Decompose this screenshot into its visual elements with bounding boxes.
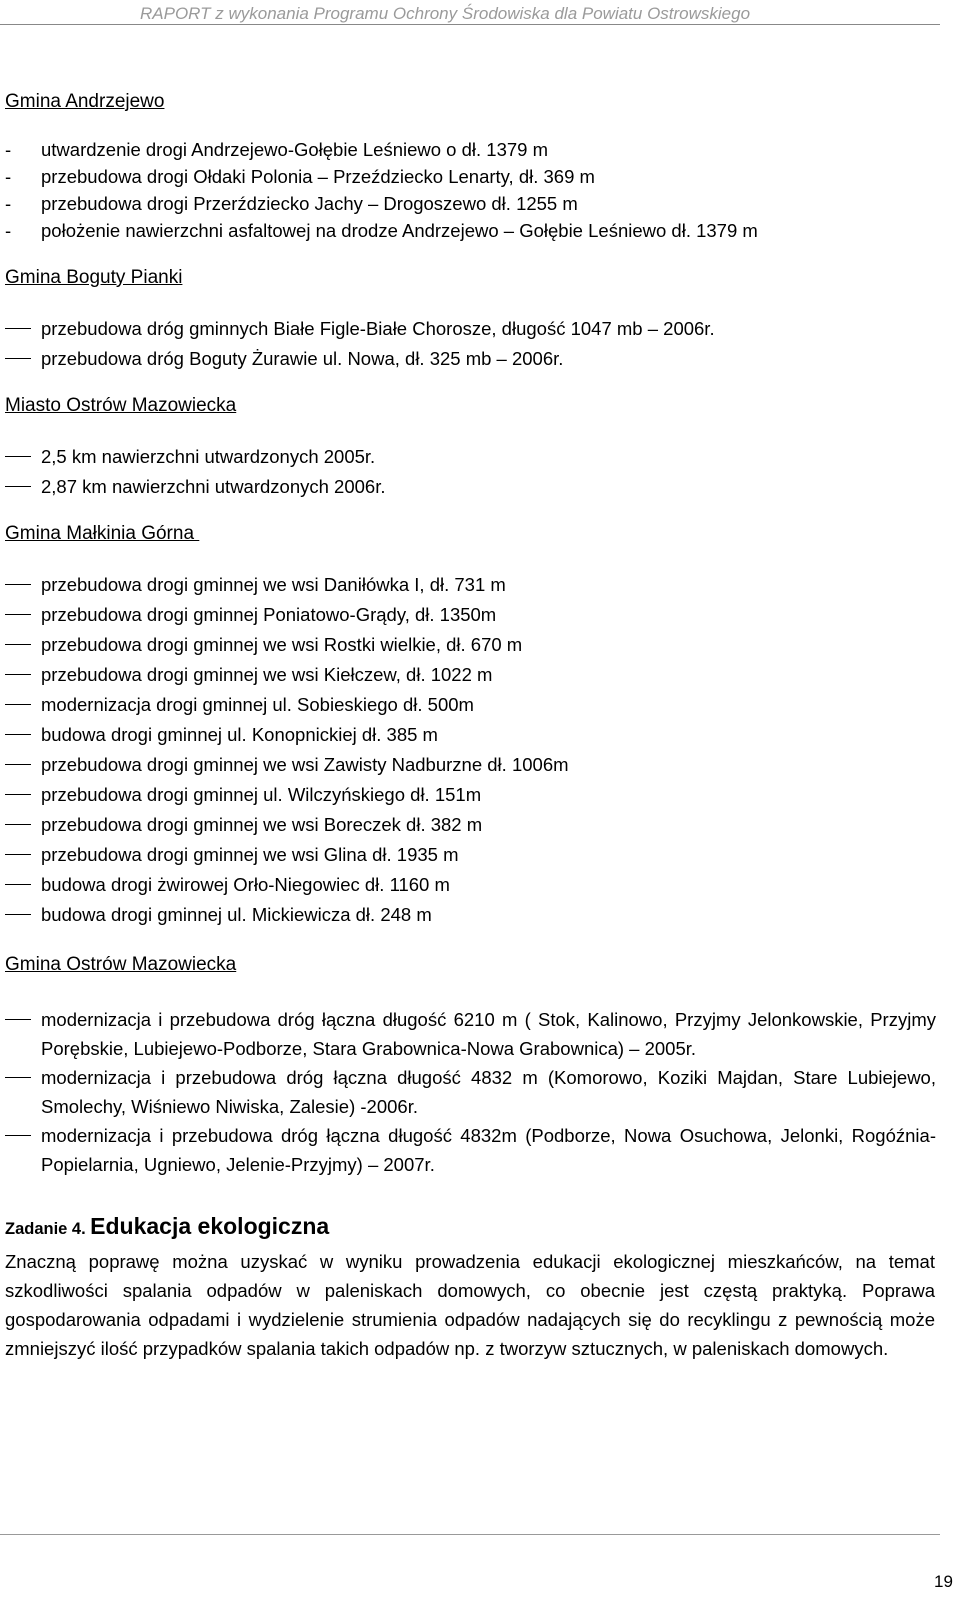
list-item: przebudowa dróg Boguty Żurawie ul. Nowa, dł. 325 mb – 2006r.	[5, 344, 955, 374]
hyphen-marker: -	[5, 139, 12, 160]
task-paragraph: Znaczną poprawę można uzyskać w wyniku prowadzenia edukacji ekologicznej mieszkańców, na temat szkodliwości spalania odpadów w paleniskach domowych, co obecnie jest częstą praktyką. Poprawa gospodarowania odpadami i wydzielenie strumienia odpadów nadających się do recyklingu z pewnością może zmniejszyć ilość przypadków spalania takich odpadów np. z tworzyw sztucznych, w paleniskach domowych.	[5, 1251, 935, 1359]
list-item: przebudowa drogi gminnej we wsi Kiełczew, dł. 1022 m	[5, 660, 955, 690]
task-label: Zadanie 4.	[5, 1220, 86, 1238]
hyphen-marker: -	[5, 220, 12, 241]
list-item: modernizacja drogi gminnej ul. Sobieskiego dł. 500m	[5, 690, 955, 720]
list-boguty-pianki	[5, 314, 955, 374]
list-andrzejewo	[5, 136, 955, 244]
list-item: 2,5 km nawierzchni utwardzonych 2005r.	[5, 442, 955, 472]
list-item: budowa drogi gminnej ul. Konopnickiej dł. 385 m	[5, 720, 955, 750]
list-item: modernizacja i przebudowa dróg łączna długość 4832 m (Komorowo, Koziki Majdan, Stare Lubiejewo, Smolechy, Wiśniewo Niwiska, Zalesie) -2006r.	[5, 1063, 955, 1121]
page-header	[0, 0, 940, 25]
section-heading-andrzejewo: Gmina Andrzejewo	[5, 91, 165, 112]
list-item: - utwardzenie drogi Andrzejewo-Gołębie Leśniewo o dł. 1379 m	[5, 136, 955, 163]
section-heading-boguty-pianki: Gmina Boguty Pianki	[5, 267, 183, 288]
list-item: - przebudowa drogi Ołdaki Polonia – Przeździecko Lenarty, dł. 369 m	[5, 163, 955, 190]
hyphen-marker: -	[5, 166, 12, 187]
header-title: RAPORT z wykonania Programu Ochrony Środowiska dla Powiatu Ostrowskiego	[140, 4, 751, 23]
list-malkinia-gorna	[5, 570, 955, 930]
list-item: przebudowa drogi gminnej Poniatowo-Grądy, dł. 1350m	[5, 600, 955, 630]
section-heading-gmina-ostrow: Gmina Ostrów Mazowiecka	[5, 954, 237, 975]
section-heading-miasto-ostrow: Miasto Ostrów Mazowiecka	[5, 395, 237, 416]
list-item: modernizacja i przebudowa dróg łączna długość 6210 m ( Stok, Kalinowo, Przyjmy Jelonkowskie, Przyjmy Porębskie, Lubiejewo-Podborze, Stara Grabownica-Nowa Grabownica) – 2005r.	[5, 1005, 955, 1063]
list-item: budowa drogi żwirowej Orło-Niegowiec dł. 1160 m	[5, 870, 955, 900]
list-item: 2,87 km nawierzchni utwardzonych 2006r.	[5, 472, 955, 502]
task-title: Edukacja ekologiczna	[90, 1213, 330, 1239]
list-item: przebudowa drogi gminnej we wsi Zawisty Nadburzne dł. 1006m	[5, 750, 955, 780]
footer-divider	[0, 1534, 940, 1535]
list-item: przebudowa drogi gminnej ul. Wilczyńskiego dł. 151m	[5, 780, 955, 810]
document-body	[5, 88, 955, 1363]
hyphen-marker: -	[5, 193, 12, 214]
list-item: przebudowa drogi gminnej we wsi Glina dł. 1935 m	[5, 840, 955, 870]
list-item: modernizacja i przebudowa dróg łączna długość 4832m (Podborze, Nowa Osuchowa, Jelonki, Rogóźnia-Popielarnia, Ugniewo, Jelenie-Przyjmy) – 2007r.	[5, 1121, 955, 1179]
list-item: przebudowa dróg gminnych Białe Figle-Białe Chorosze, długość 1047 mb – 2006r.	[5, 314, 955, 344]
list-item: przebudowa drogi gminnej we wsi Daniłówka I, dł. 731 m	[5, 570, 955, 600]
list-item: - położenie nawierzchni asfaltowej na drodze Andrzejewo – Gołębie Leśniewo dł. 1379 m	[5, 217, 955, 244]
list-item: - przebudowa drogi Przerździecko Jachy – Drogoszewo dł. 1255 m	[5, 190, 955, 217]
list-item: przebudowa drogi gminnej we wsi Boreczek dł. 382 m	[5, 810, 955, 840]
list-gmina-ostrow	[5, 1005, 955, 1179]
list-item: budowa drogi gminnej ul. Mickiewicza dł. 248 m	[5, 900, 955, 930]
task-heading	[5, 1209, 955, 1247]
section-heading-malkinia-gorna: Gmina Małkinia Górna	[5, 523, 200, 544]
list-item: przebudowa drogi gminnej we wsi Rostki wielkie, dł. 670 m	[5, 630, 955, 660]
page-number: 19	[934, 1572, 953, 1591]
list-miasto-ostrow	[5, 442, 955, 502]
